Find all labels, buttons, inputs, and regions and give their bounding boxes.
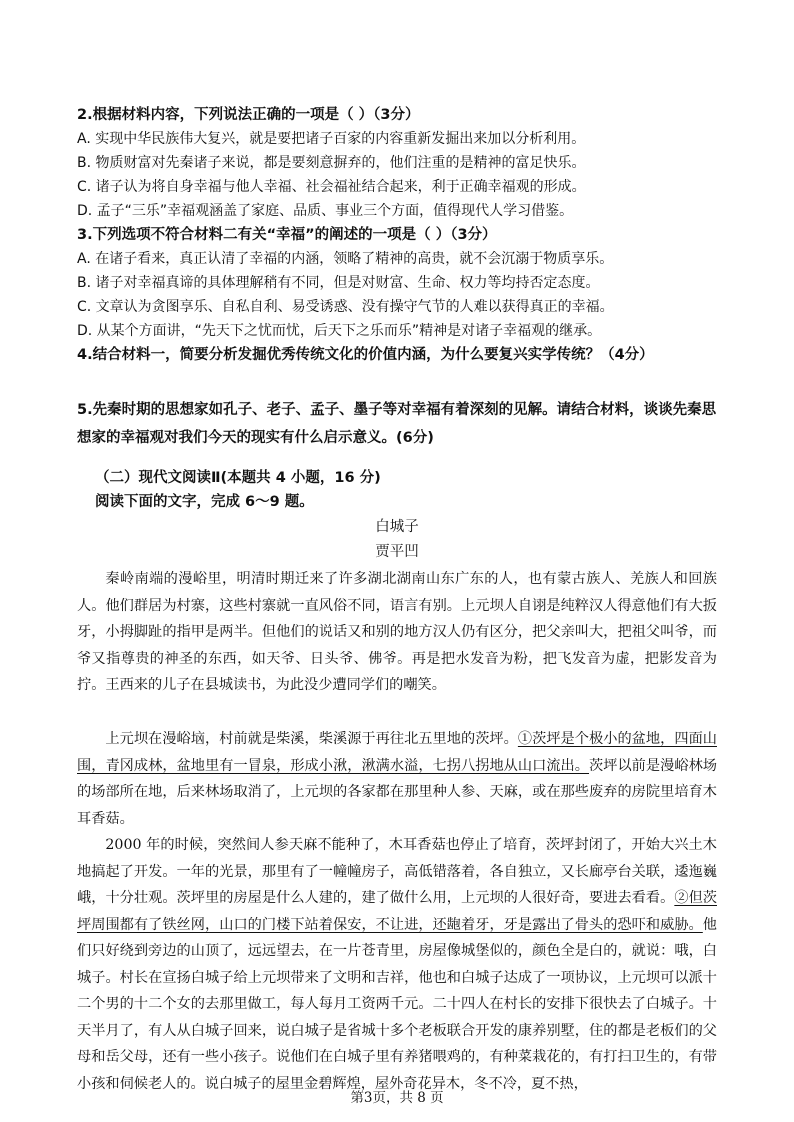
- question-3-option-d: D. 从某个方面讲，“先天下之忧而忧，后天下之乐而乐”精神是对诸子幸福观的继承。: [77, 323, 602, 339]
- question-2-option-b: B. 物质财富对先秦诸子来说，都是要刻意摒弃的，他们注重的是精神的富足快乐。: [77, 155, 586, 171]
- underlined-sentence-2: ②但茨坪周围都有了铁丝网，山口的门楼下站着保安，不让进，还龅着牙，牙是露出了骨头的恐吓和威胁。: [77, 890, 717, 933]
- question-3-option-a: A. 在诸子看来，真正认清了幸福的内涵，领略了精神的高贵，就不会沉溺于物质享乐。: [77, 251, 614, 267]
- question-2-option-c: C. 诸子认为将自身幸福与他人幸福、社会福祉结合起来，利于正确幸福观的形成。: [77, 179, 586, 195]
- paragraph-3-tail: 他们只好绕到旁边的山顶了，远远望去，在一片苍青里，房屋像城堡似的，颜色全是白的，就说：哦，白城子。村长在宣扬白城子给上元坝带来了文明和吉祥，他也和白城子达成了一项协议，上元坝可以派十二个男的十二个女的去那里做工，每人每月工资两千元。二十四人在村长的安排下很快去了白城子。十天半月了，有人从白城子回来，说白城子是省城十多个老板联合开发的康养别墅，住的都是老板们的父母和岳父母，还有一些小孩子。说他们在白城子里有养猪喂鸡的，有种菜栽花的，有打扫卫生的，有带小孩和伺候老人的。说白城子的屋里金碧辉煌，屋外奇花异木，冬不冷，夏不热，: [77, 916, 717, 1092]
- section-instruction: 阅读下面的文字，完成 6～9 题。: [95, 494, 314, 510]
- question-3-option-b: B. 诸子对幸福真谛的具体理解稍有不同，但是对财富、生命、权力等均持否定态度。: [77, 275, 600, 291]
- article-paragraph-1: 秦岭南端的漫峪里，明清时期迁来了许多湖北湖南山东广东的人，也有蒙古族人、羌族人和回族人。他们群居为村寨，这些村寨就一直风俗不同，语言有别。上元坝人自诩是纯粹汉人得意他们有大扳牙，小拇脚趾的指甲是两半。但他们的说话又和别的地方汉人仍有区分，把父亲叫大，把祖父叫爷，而爷又指尊贵的神圣的东西，如天爷、日头爷、佛爷。再是把水发音为粉，把飞发音为虚，把影发音为拧。王西来的儿子在县城读书，为此没少遭同学们的嘲笑。: [77, 571, 717, 693]
- question-3-option-c: C. 文章认为贪图享乐、自私自利、易受诱惑、没有操守气节的人难以获得真正的幸福。: [77, 299, 614, 315]
- paragraph-3-lead: 2000 年的时候，突然间人参天麻不能种了，木耳香菇也停止了培育，茨坪封闭了，开始大兴土木地搞起了开发。一年的光景，那里有了一幢幢房子，高低错落着，各自独立，又长廊亭台关联，逶迤巍峨，十分壮观。茨坪里的房屋是什么人建的，建了做什么用，上元坝的人很好奇，要进去看看。: [77, 837, 717, 906]
- question-2-stem: 2.根据材料内容，下列说法正确的一项是（ ）（3分）: [77, 107, 420, 123]
- question-4-stem: 4.结合材料一，简要分析发掘优秀传统文化的价值内涵，为什么要复兴实学传统？（4分）: [77, 347, 654, 363]
- page-number-footer: 第3页，共 8 页: [350, 1090, 444, 1106]
- question-2-option-a: A. 实现中华民族伟大复兴，就是要把诸子百家的内容重新发掘出来加以分析利用。: [77, 131, 586, 147]
- underlined-sentence-1: ①茨坪是个极小的盆地，四面山围，青冈成林，盆地里有一冒泉，形成小湫，湫满水溢，七拐八拐地从山口流出。: [77, 731, 717, 774]
- question-2-option-d: D. 孟子“三乐”幸福观涵盖了家庭、品质、事业三个方面，值得现代人学习借鉴。: [77, 203, 574, 219]
- article-title: 白城子: [375, 519, 419, 535]
- article-paragraph-2: [77, 726, 717, 832]
- question-3-stem: 3.下列选项不符合材料二有关“幸福”的阐述的一项是（ ）（3分）: [77, 227, 497, 243]
- article-author: 贾平凹: [375, 544, 419, 560]
- question-5-stem: 5.先秦时期的思想家如孔子、老子、孟子、墨子等对幸福有着深刻的见解。请结合材料，谈谈先秦思想家的幸福观对我们今天的现实有什么启示意义。(6分): [77, 402, 717, 446]
- section-heading: （二）现代文阅读Ⅱ(本题共 4 小题，16 分): [95, 470, 381, 486]
- article-paragraph-3: [77, 832, 717, 1097]
- paragraph-2-tail: 茨坪以前是漫峪林场的场部所在地，后来林场取消了，上元坝的各家都在那里种人参、天麻，或在那些废弃的房院里培育木耳香菇。: [77, 757, 717, 827]
- paragraph-2-lead: 上元坝在漫峪垴，村前就是柴溪，柴溪源于再往北五里地的茨坪。: [105, 731, 518, 747]
